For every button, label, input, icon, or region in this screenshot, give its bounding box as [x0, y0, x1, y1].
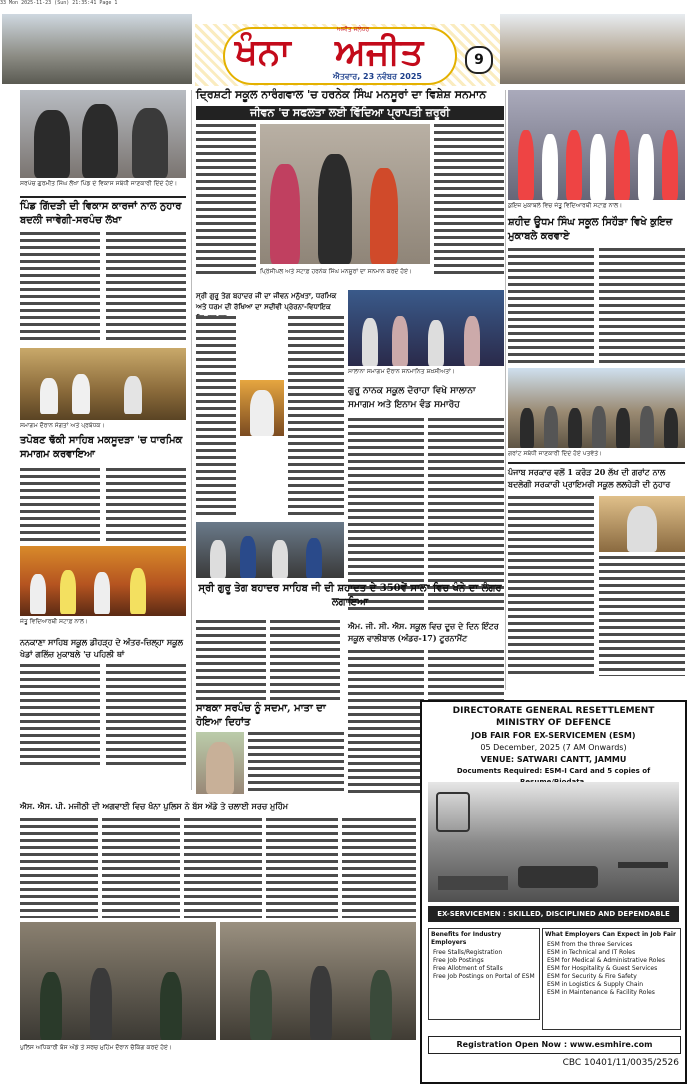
headline-mid-2: ਸ੍ਰੀ ਗੁਰੂ ਤੇਗ ਬਹਾਦਰ ਜੀ ਦਾ ਜੀਵਨ ਮਨੁੱਖਤਾ, ਧਰਮਿਕ ਅਤੇ ਧਰਮ ਦੀ ਰੱਖਿਆ ਦਾ ਸਦੀਵੀ ਪ੍ਰੇਰਨਾ-ਵਿਧਾਇਕ: [196, 291, 337, 311]
advert-band: [428, 906, 679, 922]
text-left-1: [20, 232, 100, 344]
advert-title-2: MINISTRY OF DEFENCE: [495, 718, 612, 728]
expect-item: ESM for Medical & Administrative Roles: [547, 957, 665, 964]
benefit-item: Free Job Postings on Portal of ESM: [433, 973, 535, 980]
job-fair-advert: [420, 700, 687, 1084]
text-left-3: [20, 468, 100, 542]
headline-top-1: ਦ੍ਰਿਸ਼ਟੀ ਸਕੂਲ ਨਾਰੰਗਵਾਲ 'ਚ ਹਰਨੇਕ ਸਿੰਘ ਮਨਸੂਰਾਂ ਦਾ ਵਿਸ਼ੇਸ਼ ਸਨਮਾਨ: [196, 88, 487, 101]
text-bottom-3: [184, 818, 262, 918]
text-left-6: [106, 664, 186, 768]
photo-langar: [196, 522, 344, 578]
text-left-4: [106, 468, 186, 542]
expect-box: [542, 928, 681, 1030]
text-right-2: [599, 248, 685, 364]
photo-mla-portrait: [240, 380, 284, 436]
headline-left-2: ਤਪੋਬਣ ਢੱਕੀ ਸਾਹਿਬ ਮਕਸੂਦੜਾ 'ਚ ਧਾਰਮਿਕ ਸਮਾਗਮ ਕਰਵਾਇਆ: [20, 435, 183, 460]
ship-icon: [438, 876, 508, 890]
text-bottom-2: [102, 818, 180, 918]
text-bottom-1: [20, 818, 98, 918]
expect-item: ESM from the three Services: [547, 941, 633, 948]
benefit-item: Free Job Postings: [433, 957, 484, 964]
photo-obituary: [196, 732, 244, 794]
photo-quiz-winners: [508, 90, 685, 200]
text-right-1: [508, 248, 594, 364]
expect-item: ESM in Maintenance & Facility Roles: [547, 989, 655, 996]
print-info-text: 33 Mon 2025-11-23 (Sun) 21:35:41 Page 1: [0, 0, 118, 6]
masthead-paper: ਅਜੀਤ: [335, 31, 424, 73]
headline-left-3: ਨਨਕਾਣਾ ਸਾਹਿਬ ਸਕੂਲ ਡੀਹੜ੍ਹ ਦੇ ਅੰਤਰ-ਜ਼ਿਲ੍ਹਾ ਸਕੂਲ ਖੇਡਾਂ ਗਲਿੱਜ਼ ਮੁਕਾਬਲੇ 'ਚ ਪਹਿਲੀ ਥਾਂ: [20, 637, 184, 659]
text-centre-2: [434, 124, 504, 274]
photo-grant-portrait: [599, 496, 685, 552]
advert-title-1: DIRECTORATE GENERAL RESETTLEMENT: [452, 706, 655, 716]
advert-military-image: [428, 782, 679, 902]
caption-3: ਕੁਇਜ਼ ਮੁਕਾਬਲੇ ਵਿਚ ਜੇਤੂ ਵਿਦਿਆਰਥੀ ਸਟਾਫ਼ ਨਾਲ।: [508, 202, 623, 209]
caption-7: ਜੇਤੂ ਵਿਦਿਆਰਥੀ ਸਟਾਫ਼ ਨਾਲ।: [20, 618, 88, 625]
photo-students-stage: [20, 546, 186, 616]
text-centre-1: [196, 124, 256, 274]
benefits-box: [428, 928, 540, 1020]
headline-right-2: ਪੰਜਾਬ ਸਰਕਾਰ ਵਲੋਂ 1 ਕਰੋੜ 20 ਲੱਖ ਦੀ ਗਰਾਂਟ ਨਾਲ ਬਦਲੇਗੀ ਸਰਕਾਰੀ ਪ੍ਰਾਇਮਰੀ ਸਕੂਲ ਲਲਹੇੜੀ ਦੀ ਨੁਹਾਰ: [508, 467, 671, 489]
text-centre-3: [196, 316, 236, 516]
masthead-right-photo: [500, 14, 685, 84]
page-number: 9: [474, 52, 484, 68]
expect-item: ESM for Hospitality & Guest Services: [547, 965, 658, 972]
expect-title: What Employers Can Expect in Job Fair: [545, 931, 676, 938]
photo-religious-event: [20, 348, 186, 420]
caption-1: ਸਰਪੰਚ ਗੁਰਮੀਤ ਸਿੰਘ ਲੱਖਾ ਪਿੰਡ ਦੇ ਵਿਕਾਸ ਸਬੰਧੀ ਜਾਣਕਾਰੀ ਦਿੰਦੇ ਹੋਏ।: [20, 180, 178, 187]
photo-police-search-1: [20, 922, 216, 1040]
caption-2: ਪ੍ਰਿੰਸੀਪਲ ਅਤੇ ਸਟਾਫ਼ ਹਰਨੇਕ ਸਿੰਘ ਮਨਸੂਰਾਂ ਦਾ ਸਨਮਾਨ ਕਰਦੇ ਹੋਏ।: [260, 268, 413, 275]
headline-mid-3: ਸ੍ਰੀ ਗੁਰੂ ਤੇਗ ਬਹਾਦਰ ਸਾਹਿਬ ਜੀ ਦੀ ਸ਼ਹਾਦਤ ਦੇ 350ਵੇਂ ਸਾਲਾ ਵਿਚ ਖੰਨੇ ਦਾ ਲੰਗਰ ਲਗਾਇਆ: [198, 583, 502, 608]
headline-right-1: ਸ਼ਹੀਦ ਊਧਮ ਸਿੰਘ ਸਕੂਲ ਸਿਹੌੜਾ ਵਿਖੇ ਕੁਇਜ਼ ਮੁਕਾਬਲੇ ਕਰਵਾਏ: [508, 217, 673, 242]
photo-annual-function: [348, 290, 504, 366]
text-centre-7: [196, 620, 266, 700]
registration-text: Registration Open Now : www.esmhire.com: [456, 1040, 653, 1049]
masthead-brand-small: ਅਜੀਤ ਜਲੰਧਰ: [337, 26, 370, 33]
headline-centre: ਗੁਰੂ ਨਾਨਕ ਸਕੂਲ ਦੋਰਾਹਾ ਵਿਖੇ ਸਾਲਾਨਾ ਸਮਾਗਮ ਅਤੇ ਇਨਾਮ ਵੰਡ ਸਮਾਰੋਹ: [348, 386, 476, 410]
text-right-4: [599, 556, 685, 676]
benefit-item: Free Allotment of Stalls: [433, 965, 503, 972]
headline-left-1: ਪਿੰਡ ਗਿੱਦੜੀ ਦੀ ਵਿਕਾਸ ਕਾਰਜਾਂ ਨਾਲ ਨੁਹਾਰ ਬਦਲੀ ਜਾਵੇਗੀ-ਸਰਪੰਚ ਲੱਖਾ: [20, 201, 182, 226]
photo-police-search-2: [220, 922, 416, 1040]
masthead-left-photo: [2, 14, 192, 84]
text-left-2: [106, 232, 186, 344]
text-centre-8: [270, 620, 340, 700]
rule-right-1: [508, 462, 685, 464]
text-left-5: [20, 664, 100, 768]
text-centre-4: [288, 316, 344, 516]
caption-4: ਸਮਾਗਮ ਦੌਰਾਨ ਸੰਗਤਾਂ ਅਤੇ ਪ੍ਰਬੰਧਕ।: [20, 422, 105, 429]
masthead-city: ਖੰਨਾ: [235, 31, 291, 73]
registration-bar: [428, 1036, 681, 1054]
aircraft-icon: [618, 862, 668, 868]
print-info-strip: [0, 0, 687, 12]
text-right-3: [508, 496, 594, 676]
headline-mid-4: ਐਮ. ਜੀ. ਸੀ. ਐਸ. ਸਕੂਲ ਵਿਚ ਦੂਜ਼ ਦੇ ਦਿਨ ਇੰਟਰ ਸਕੂਲ ਵਾਲੀਬਾਲ (ਅੰਡਰ-17) ਟੂਰਨਾਮੈਂਟ: [348, 621, 499, 643]
caption-6: ਗਰਾਂਟ ਸਬੰਧੀ ਜਾਣਕਾਰੀ ਦਿੰਦੇ ਹੋਏ ਪਤਵੰਤੇ।: [508, 450, 603, 457]
photo-sarpanch-group: [20, 90, 186, 178]
cbc-number: CBC 10401/11/0035/2526: [562, 1058, 679, 1068]
masthead-date: ਐਤਵਾਰ, 23 ਨਵੰਬਰ 2025: [333, 72, 422, 81]
headline-sarpanch: ਸਾਬਕਾ ਸਰਪੰਚ ਨੂੰ ਸਦਮਾ, ਮਾਤਾ ਦਾ ਹੋਇਆ ਦਿਹਾਂਤ: [196, 703, 326, 728]
benefits-title: Benefits for Industry Employers: [431, 931, 502, 946]
photo-honour-ceremony: [260, 124, 430, 264]
caption-5: ਸਾਲਾਨਾ ਸਮਾਗਮ ਦੌਰਾਨ ਸਨਮਾਨਿਤ ਸ਼ਖ਼ਸੀਅਤਾਂ।: [348, 368, 455, 375]
expect-item: ESM in Technical and IT Roles: [547, 949, 636, 956]
emblem-icon: [436, 792, 470, 832]
advert-venue: VENUE: SATWARI CANTT, JAMMU: [480, 755, 627, 764]
expect-item: ESM for Security & Fire Safety: [547, 973, 637, 980]
text-bottom-4: [266, 818, 338, 918]
expect-item: ESM in Logistics & Supply Chain: [547, 981, 643, 988]
benefit-item: Free Stalls/Registration: [433, 949, 503, 956]
photo-school-grant: [508, 368, 685, 448]
text-centre-10: [348, 650, 424, 794]
masthead: [195, 24, 500, 86]
advert-band-text: EX-SERVICEMEN : SKILLED, DISCIPLINED AND DEPENDABLE: [437, 910, 670, 918]
tank-icon: [518, 866, 598, 888]
caption-8: ਪੁਲਿਸ ਅਧਿਕਾਰੀ ਬੱਸ ਅੱਡੇ ਤੇ ਸਰਚ ਮੁਹਿੰਮ ਦੌਰਾਨ ਚੈਕਿੰਗ ਕਰਦੇ ਹੋਏ।: [20, 1044, 172, 1051]
rule-left-1: [20, 196, 186, 198]
advert-date: 05 December, 2025 (7 AM Onwards): [480, 743, 627, 752]
column-rule: [191, 90, 192, 790]
text-centre-9: [248, 732, 344, 794]
headline-bottom: ਐਸ. ਐਸ. ਪੀ. ਮਜੀਠੀ ਦੀ ਅਗਵਾਈ ਵਿਚ ਖੰਨਾ ਪੁਲਿਸ ਨੇ ਬੱਸ ਅੱਡੇ ਤੇ ਚਲਾਈ ਸਰਚ ਮੁਹਿੰਮ: [20, 801, 289, 811]
column-rule: [505, 90, 506, 690]
advert-title-3: JOB FAIR FOR EX-SERVICEMEN (ESM): [471, 731, 636, 740]
headline-top-2: ਜੀਵਨ 'ਚ ਸਫਲਤਾ ਲਈ ਵਿੱਦਿਆ ਪ੍ਰਾਪਤੀ ਜ਼ਰੂਰੀ: [250, 106, 450, 119]
page-number-badge: [465, 46, 493, 74]
text-bottom-5: [342, 818, 416, 918]
advert-docs: Documents Required: ESM-I Card and 5 copies of: [456, 767, 651, 775]
